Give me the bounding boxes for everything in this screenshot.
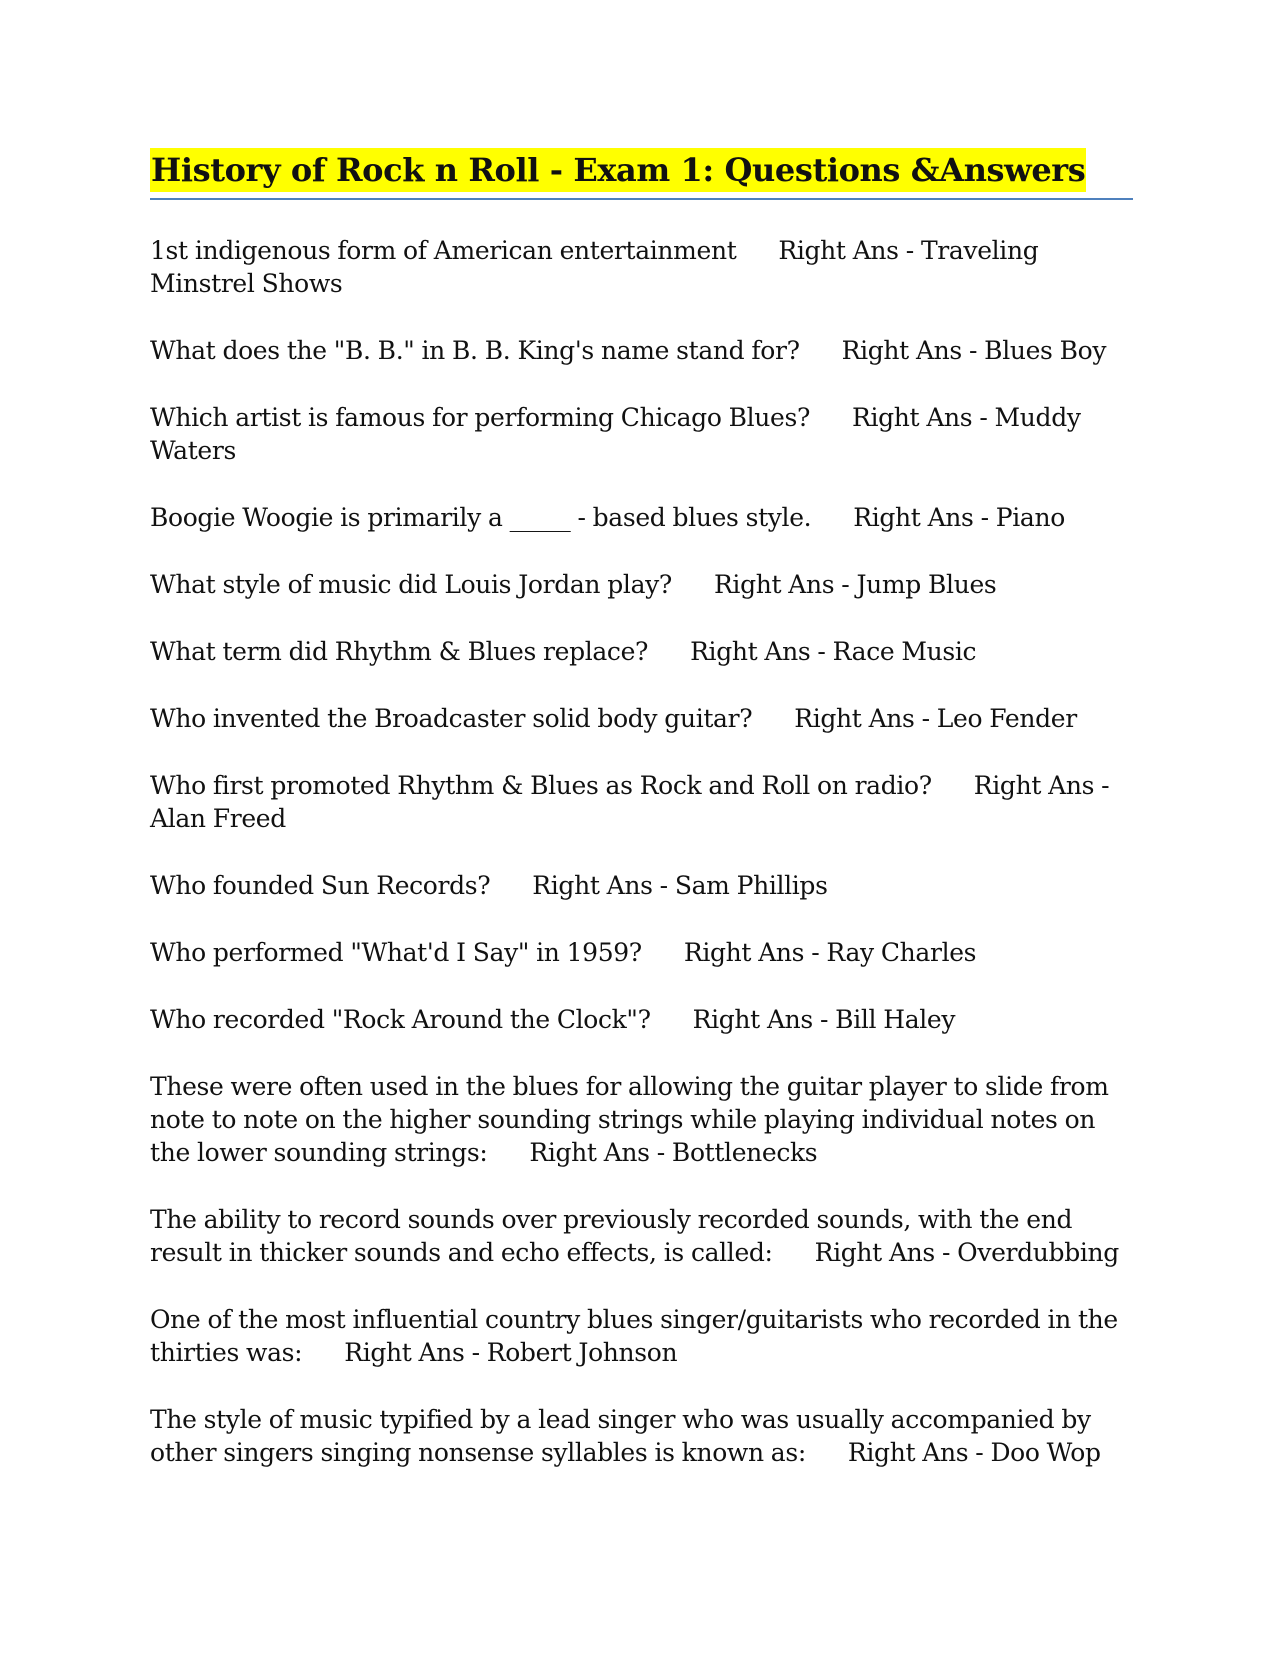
answer-text: Right Ans - Piano [853, 503, 1065, 532]
answer-text: Right Ans - Leo Fender [794, 704, 1077, 733]
qa-list [150, 234, 1140, 1503]
qa-item [150, 635, 1140, 668]
qa-item [150, 501, 1140, 534]
question-text: Who founded Sun Records? [150, 871, 491, 900]
qa-item [150, 568, 1140, 601]
answer-text: Right Ans - Bottlenecks [529, 1138, 818, 1167]
qa-item [150, 1403, 1140, 1469]
answer-text: Right Ans - Sam Phillips [532, 871, 828, 900]
answer-text: Right Ans - Jump Blues [713, 570, 997, 599]
qa-item [150, 702, 1140, 735]
qa-item [150, 1070, 1140, 1169]
question-text: Who performed "What'd I Say" in 1959? [150, 938, 642, 967]
answer-text: Right Ans - Ray Charles [683, 938, 977, 967]
question-text: What term did Rhythm & Blues replace? [150, 637, 649, 666]
question-text: 1st indigenous form of American entertainment [150, 236, 737, 265]
answer-text: Right Ans - Alan Freed [150, 771, 1110, 833]
answer-text: Right Ans - Traveling Minstrel Shows [150, 236, 1039, 298]
qa-item [150, 1303, 1140, 1369]
qa-item [150, 936, 1140, 969]
qa-item [150, 869, 1140, 902]
answer-text: Right Ans - Blues Boy [841, 336, 1107, 365]
answer-text: Right Ans - Race Music [690, 637, 977, 666]
question-text: What style of music did Louis Jordan play? [150, 570, 672, 599]
answer-text: Right Ans - Bill Haley [692, 1005, 956, 1034]
answer-text: Right Ans - Overdubbing [814, 1238, 1119, 1267]
question-text: The style of music typified by a lead singer who was usually accompanied by other singers singing nonsense syllables is known as: [150, 1405, 1091, 1467]
question-text: Who invented the Broadcaster solid body guitar? [150, 704, 753, 733]
qa-item [150, 769, 1140, 835]
question-text: Boogie Woogie is primarily a _____ - based blues style. [150, 503, 812, 532]
document-title: History of Rock n Roll - Exam 1: Questions &Answers [150, 148, 1086, 192]
question-text: These were often used in the blues for allowing the guitar player to slide from note to note on the higher sounding strings while playing individual notes on the lower sounding strings: [150, 1072, 1109, 1167]
qa-item [150, 1003, 1140, 1036]
question-text: Which artist is famous for performing Chicago Blues? [150, 403, 811, 432]
qa-item [150, 334, 1140, 367]
qa-item [150, 1203, 1140, 1269]
qa-item [150, 401, 1140, 467]
answer-text: Right Ans - Doo Wop [847, 1438, 1101, 1467]
title-block [150, 148, 1133, 200]
question-text: Who first promoted Rhythm & Blues as Rock and Roll on radio? [150, 771, 932, 800]
answer-text: Right Ans - Robert Johnson [344, 1338, 678, 1367]
question-text: One of the most influential country blues singer/guitarists who recorded in the thirties was: [150, 1305, 1118, 1367]
question-text: Who recorded "Rock Around the Clock"? [150, 1005, 651, 1034]
question-text: The ability to record sounds over previously recorded sounds, with the end result in thicker sounds and echo effects, is called: [150, 1205, 1073, 1267]
question-text: What does the "B. B." in B. B. King's name stand for? [150, 336, 800, 365]
qa-item [150, 234, 1140, 300]
answer-text: Right Ans - Muddy Waters [150, 403, 1081, 465]
